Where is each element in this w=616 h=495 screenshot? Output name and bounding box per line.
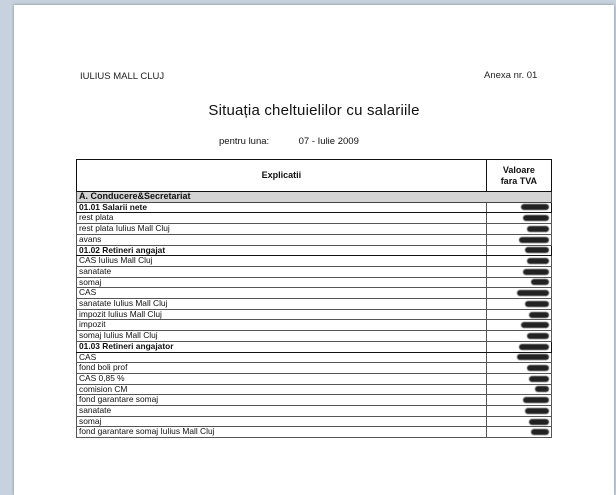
row-value — [486, 277, 551, 288]
table-subsection-row — [77, 341, 552, 352]
redacted-value-mark — [521, 322, 549, 328]
table-row — [77, 363, 552, 374]
row-label: somaj — [77, 416, 487, 427]
row-label: impozit — [77, 320, 487, 331]
document-page — [14, 5, 614, 495]
table-row — [77, 224, 552, 235]
row-label: impozit Iulius Mall Cluj — [77, 309, 487, 320]
redacted-value-mark — [527, 226, 549, 232]
table-row — [77, 416, 552, 427]
row-value — [486, 406, 551, 417]
row-value — [486, 427, 551, 438]
row-label: rest plata — [77, 213, 487, 224]
period-label: pentru luna: — [219, 136, 270, 147]
document-title: Situația cheltuielilor cu salariile — [208, 102, 420, 119]
table-row — [77, 234, 552, 245]
row-value — [486, 352, 551, 363]
table-subsection-row — [77, 245, 552, 256]
table-row — [77, 331, 552, 342]
redacted-value-mark — [525, 301, 549, 307]
table-row — [77, 406, 552, 417]
table-row — [77, 266, 552, 277]
redacted-value-mark — [525, 247, 549, 253]
table-row — [77, 256, 552, 267]
table-row — [77, 373, 552, 384]
redacted-value-mark — [527, 365, 549, 371]
row-value — [486, 213, 551, 224]
row-value — [486, 245, 551, 256]
row-value — [486, 266, 551, 277]
period-line — [219, 136, 359, 147]
redacted-value-mark — [531, 279, 549, 285]
row-label: CAS — [77, 288, 487, 299]
row-label: CAS 0,85 % — [77, 373, 487, 384]
redacted-value-mark — [517, 290, 549, 296]
redacted-value-mark — [527, 258, 549, 264]
row-value — [486, 363, 551, 374]
row-value — [486, 256, 551, 267]
row-value — [486, 395, 551, 406]
table-row — [77, 288, 552, 299]
company-name: IULIUS MALL CLUJ — [80, 71, 165, 82]
row-value — [486, 309, 551, 320]
row-value — [486, 320, 551, 331]
annex-number: Anexa nr. 01 — [484, 70, 538, 81]
expenses-table — [76, 159, 552, 438]
table-row — [77, 427, 552, 438]
table-row — [77, 384, 552, 395]
row-value — [486, 224, 551, 235]
row-label: CAS Iulius Mall Cluj — [77, 256, 487, 267]
redacted-value-mark — [525, 408, 549, 414]
redacted-value-mark — [519, 344, 549, 350]
table-body — [77, 192, 552, 438]
column-header-valoare — [486, 160, 551, 192]
row-value — [486, 202, 551, 213]
row-value — [486, 416, 551, 427]
redacted-value-mark — [519, 237, 549, 243]
row-value — [486, 384, 551, 395]
table-row — [77, 309, 552, 320]
row-label: 01.01 Salarii nete — [77, 202, 487, 213]
table-row — [77, 213, 552, 224]
row-label: sanatate — [77, 266, 487, 277]
table-row — [77, 320, 552, 331]
row-value — [486, 288, 551, 299]
table-row — [77, 277, 552, 288]
row-label: CAS — [77, 352, 487, 363]
column-header-valoare-line2: fara TVA — [500, 175, 538, 186]
column-header-valoare-line1: Valoare — [502, 164, 535, 175]
row-label: fond garantare somaj Iulius Mall Cluj — [77, 427, 487, 438]
redacted-value-mark — [529, 312, 549, 318]
redacted-value-mark — [521, 204, 549, 210]
table-row — [77, 299, 552, 310]
section-label: A. Conducere&Secretariat — [77, 192, 552, 203]
row-value — [486, 373, 551, 384]
redacted-value-mark — [523, 269, 549, 275]
redacted-value-mark — [527, 333, 549, 339]
table-row — [77, 395, 552, 406]
row-label: rest plata Iulius Mall Cluj — [77, 224, 487, 235]
row-label: sanatate Iulius Mall Cluj — [77, 299, 487, 310]
row-label: 01.02 Retineri angajat — [77, 245, 487, 256]
row-label: comision CM — [77, 384, 487, 395]
row-label: somaj — [77, 277, 487, 288]
redacted-value-mark — [523, 397, 549, 403]
row-value — [486, 331, 551, 342]
row-label: avans — [77, 234, 487, 245]
table-section-row — [77, 192, 552, 203]
row-value — [486, 234, 551, 245]
row-label: somaj Iulius Mall Cluj — [77, 331, 487, 342]
column-header-explicatii: Explicatii — [77, 160, 487, 192]
row-label: fond boli prof — [77, 363, 487, 374]
redacted-value-mark — [529, 376, 549, 382]
table-row — [77, 352, 552, 363]
redacted-value-mark — [529, 419, 549, 425]
redacted-value-mark — [523, 215, 549, 221]
table-subsection-row — [77, 202, 552, 213]
redacted-value-mark — [531, 429, 549, 435]
row-value — [486, 341, 551, 352]
row-label: 01.03 Retineri angajator — [77, 341, 487, 352]
row-label: fond garantare somaj — [77, 395, 487, 406]
row-value — [486, 299, 551, 310]
row-label: sanatate — [77, 406, 487, 417]
table-header-row — [77, 160, 552, 192]
redacted-value-mark — [517, 354, 549, 360]
redacted-value-mark — [535, 386, 549, 392]
period-value: 07 - Iulie 2009 — [298, 136, 359, 147]
